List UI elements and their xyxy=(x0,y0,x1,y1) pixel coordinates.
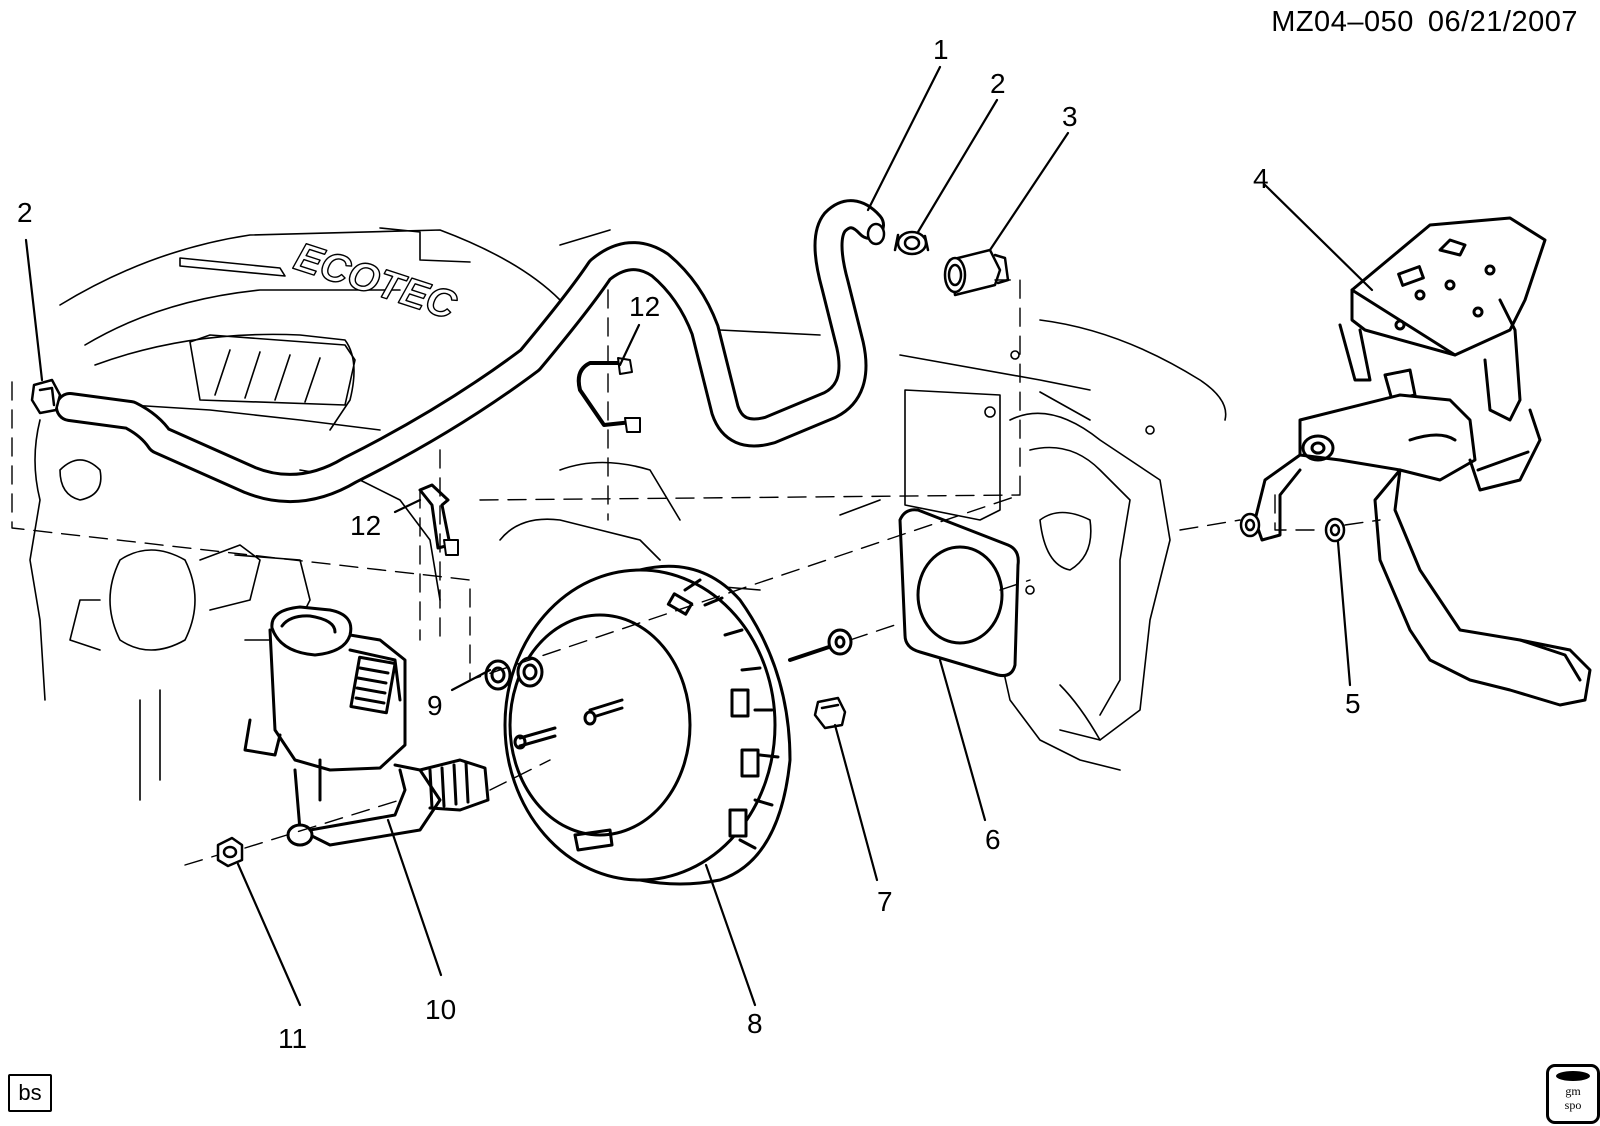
ecotec-label: ECOTEC xyxy=(289,234,462,329)
callout-8: 8 xyxy=(747,1008,763,1039)
firewall-panel xyxy=(840,320,1226,770)
pushrod-clip xyxy=(815,698,845,728)
callout-3: 3 xyxy=(1062,101,1078,132)
hose-clip-lower xyxy=(420,485,458,555)
booster-gasket xyxy=(900,510,1018,676)
brake-pedal-assembly xyxy=(1255,218,1590,705)
callout-2: 2 xyxy=(990,68,1006,99)
master-cylinder xyxy=(245,607,488,845)
callout-7: 7 xyxy=(877,886,893,917)
diagram-date: 06/21/2007 xyxy=(1427,6,1578,38)
callout-12-lower: 12 xyxy=(350,510,382,541)
callout-2-left: 2 xyxy=(17,197,33,228)
callout-5: 5 xyxy=(1345,688,1361,719)
callout-11: 11 xyxy=(278,1023,308,1054)
check-valve xyxy=(945,250,1008,295)
master-cylinder-nut xyxy=(218,838,242,866)
hose-clamp-left xyxy=(32,380,60,413)
logo-line-1: gm xyxy=(1565,1084,1581,1098)
callout-1: 1 xyxy=(933,34,949,65)
diagram-code: MZ04–050 xyxy=(1271,6,1414,38)
logo-line-2: spo xyxy=(1564,1098,1582,1112)
callout-10: 10 xyxy=(425,994,457,1025)
pedal-nut xyxy=(1326,519,1344,541)
vacuum-booster xyxy=(505,566,851,884)
pedal-stud xyxy=(1241,514,1259,536)
gm-spo-logo xyxy=(1546,1064,1600,1124)
logo-oval xyxy=(1556,1071,1590,1081)
hose-clip-upper xyxy=(579,358,640,432)
callout-4: 4 xyxy=(1253,163,1269,194)
diagram-header xyxy=(1257,6,1578,39)
illustrator-badge: bs xyxy=(8,1074,52,1112)
hose-clamp-top xyxy=(895,232,928,254)
callout-12-upper: 12 xyxy=(629,291,661,322)
callout-9: 9 xyxy=(427,690,443,721)
callout-6: 6 xyxy=(985,824,1001,855)
